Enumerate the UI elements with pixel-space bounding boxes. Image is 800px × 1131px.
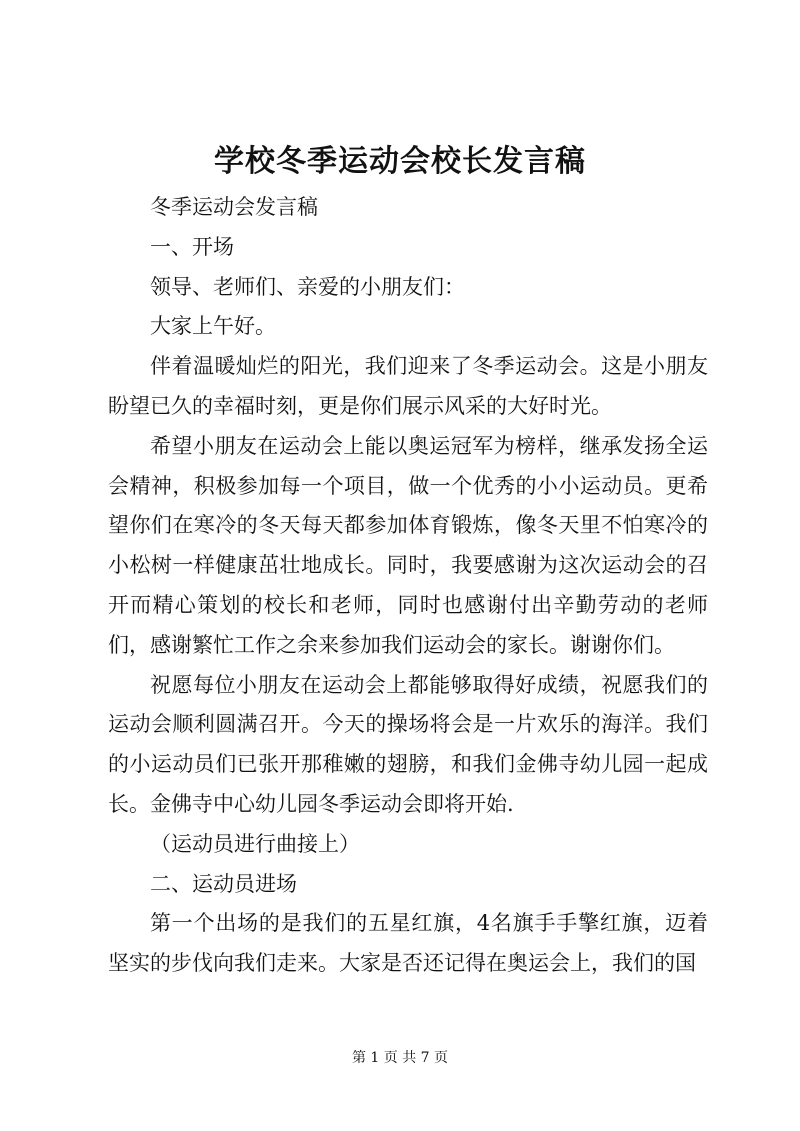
paragraph-section-heading: 一、开场	[150, 234, 234, 259]
paragraph-section-heading: 二、运动员进场	[150, 871, 297, 896]
paragraph: 第一个出场的是我们的五星红旗，4名旗手手擎红旗，迈着坚实的步伐向我们走来。大家是否还记得在奥运会上，我们的国	[108, 911, 708, 976]
document-body	[108, 188, 708, 984]
document-title: 学校冬季运动会校长发言稿	[214, 144, 586, 179]
paragraph: 希望小朋友在运动会上能以奥运冠军为榜样，继承发扬全运会精神，积极参加每一个项目，做一个优秀的小小运动员。更希望你们在寒冷的冬天每天都参加体育锻炼，像冬天里不怕寒冷的小松树一样健康茁壮地成长。同时，我要感谢为这次运动会的召开而精心策划的校长和老师，同时也感谢付出辛勤劳动的老师们，感谢繁忙工作之余来参加我们运动会的家长。谢谢你们。	[108, 433, 708, 657]
paragraph: 伴着温暖灿烂的阳光，我们迎来了冬季运动会。这是小朋友盼望已久的幸福时刻，更是你们展示风采的大好时光。	[108, 354, 708, 418]
paragraph-subtitle: 冬季运动会发言稿	[150, 195, 318, 219]
paragraph: 祝愿每位小朋友在运动会上都能够取得好成绩，祝愿我们的运动会顺利圆满召开。今天的操场将会是一片欢乐的海洋。我们的小运动员们已张开那稚嫩的翅膀，和我们金佛寺幼儿园一起成长。金佛寺中心幼儿园冬季运动会即将开始.	[108, 672, 708, 816]
paragraph-greeting: 大家上午好。	[150, 314, 276, 339]
paragraph-stage-note: （运动员进行曲接上）	[150, 831, 360, 856]
paragraph-salutation: 领导、老师们、亲爱的小朋友们：	[150, 274, 465, 299]
page-number-footer: 第 1 页 共 7 页	[351, 1050, 449, 1066]
